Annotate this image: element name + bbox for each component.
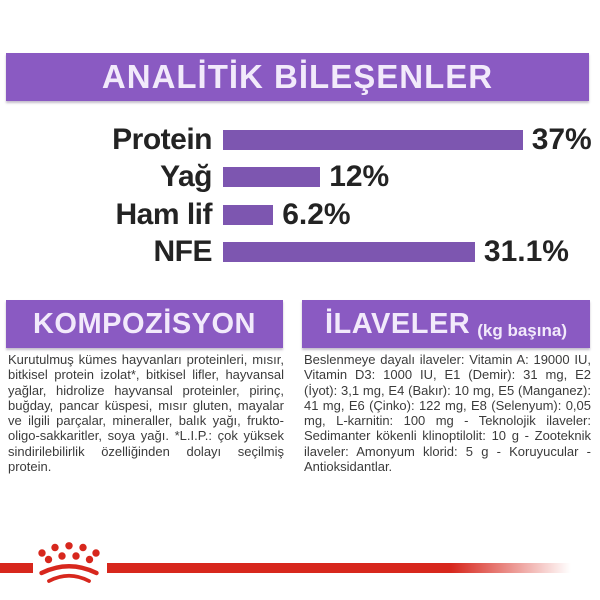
chart-row [0, 159, 600, 197]
analytics-title: ANALİTİK BİLEŞENLER [101, 58, 494, 95]
royal-canin-crown-icon [33, 542, 105, 588]
chart-value-label: 37% [531, 122, 592, 156]
composition-body-text: Kurutulmuş kümes hayvanları proteinleri, mısır, bitkisel protein izolat*, bitkisel lifler, hayvansal yağlar, hidrolize hayvansal proteinler, pirinç, buğday, pancar küspesi, mısır gluten, mayalar ve ilgili parçalar, mineraller, balık yağı, frukto-oligo-sakkaritler, soya yağı. *L.I.P.: çok yüksek sindirilebilirlik özelliğinden dolayı seçilmiş protein. [8, 352, 284, 475]
chart-bar [223, 167, 320, 187]
chart-category-label: Yağ [160, 160, 212, 194]
chart-bar [223, 205, 273, 225]
chart-row [0, 121, 600, 159]
additives-title-banner [302, 300, 590, 348]
chart-bar [223, 242, 475, 262]
chart-row [0, 234, 600, 272]
chart-value-label: 31.1% [483, 235, 569, 269]
additives-body-text: Beslenmeye dayalı ilaveler: Vitamin A: 19000 IU, Vitamin D3: 1000 IU, E1 (Demir): 31 mg, E2 (İyot): 3,1 mg, E4 (Bakır): 10 mg, E5 (Manganez): 41 mg, E6 (Çinko): 122 mg, E8 (Selenyum): 0,05 mg, L-karnitin: 100 mg - Teknolojik ilaveler: Sedimanter kökenli klinoptilolit: 10 g - Zooteknik ilaveler: Amonyum klorid: 5 g - Koruyucular - Antioksidantlar. [304, 352, 591, 475]
additives-subtitle: (kg başına) [477, 321, 567, 340]
chart-bar [223, 130, 523, 150]
footer-red-line-left [0, 563, 33, 573]
chart-row [0, 196, 600, 234]
chart-category-label: Protein [112, 122, 212, 156]
composition-title-banner [6, 300, 283, 348]
chart-value-label: 12% [329, 160, 390, 194]
composition-title: KOMPOZİSYON [32, 307, 256, 340]
analytic-chart [0, 121, 600, 271]
chart-category-label: NFE [153, 235, 212, 269]
footer-red-line-right [107, 563, 585, 573]
analytics-title-banner [6, 53, 589, 101]
chart-value-label: 6.2% [282, 197, 351, 231]
chart-category-label: Ham lif [115, 197, 212, 231]
additives-title: İLAVELER [325, 307, 471, 340]
